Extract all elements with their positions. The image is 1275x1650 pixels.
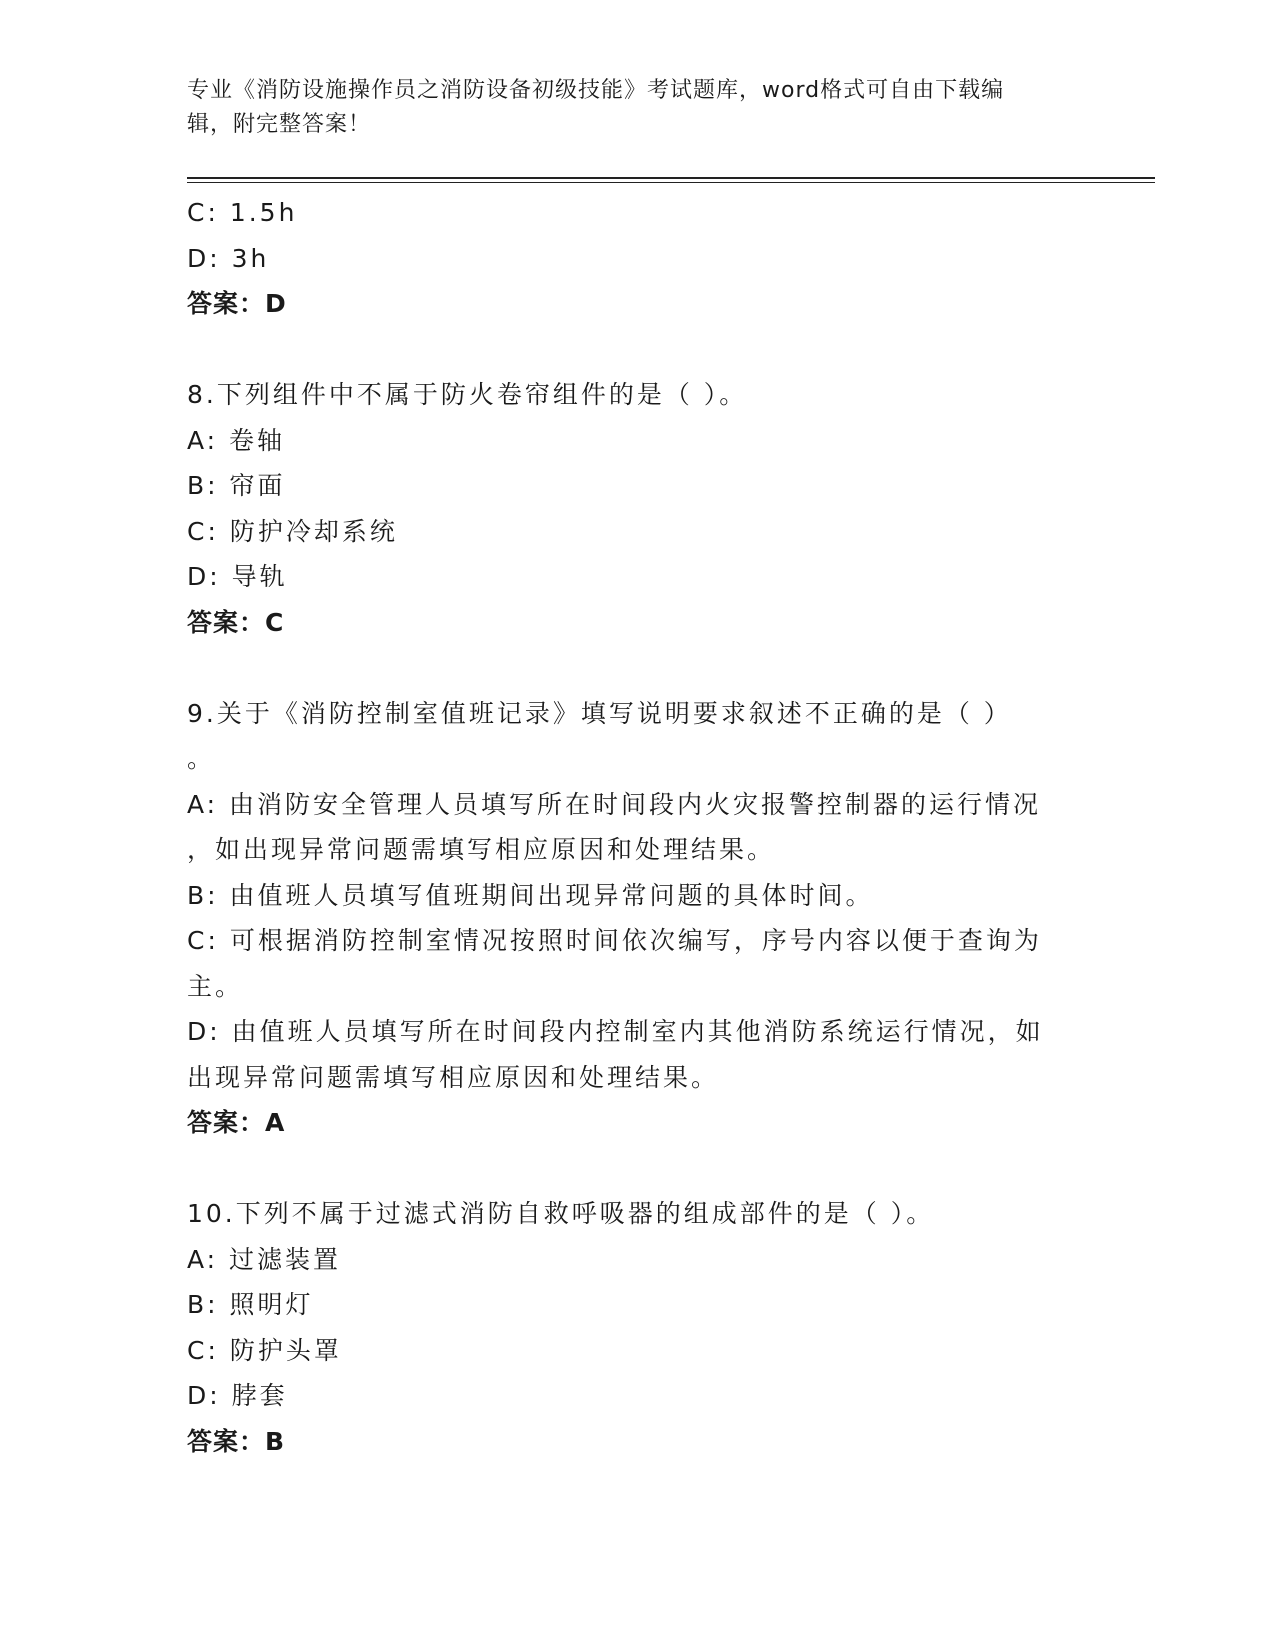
q9-question-line-2: 。 xyxy=(187,744,216,773)
q9-answer: 答案：A xyxy=(187,1108,286,1137)
q10-option-c: C: 防护头罩 xyxy=(187,1335,342,1365)
prev-answer: 答案：D xyxy=(187,289,287,318)
q9-option-d-line-1: D: 由值班人员填写所在时间段内控制室内其他消防系统运行情况，如 xyxy=(187,1017,1044,1046)
q8-option-b: B: 帘面 xyxy=(187,471,286,500)
q8-option-d: D: 导轨 xyxy=(187,562,288,591)
header-divider-thin xyxy=(187,182,1155,183)
q10-option-b: B: 照明灯 xyxy=(187,1290,314,1319)
prev-option-d: D: 3h xyxy=(187,243,270,273)
header-line-2: 辑，附完整答案！ xyxy=(187,112,372,137)
q8-option-c: C: 防护冷却系统 xyxy=(187,516,398,546)
spacer xyxy=(187,645,1087,691)
q8-question: 8.下列组件中不属于防火卷帘组件的是（ ）。 xyxy=(187,380,748,409)
header-line-1: 专业《消防设施操作员之消防设备初级技能》考试题库，word格式可自由下载编 xyxy=(187,78,1005,103)
q10-option-d: D: 脖套 xyxy=(187,1381,288,1410)
spacer xyxy=(187,327,1087,373)
header-divider-thick xyxy=(187,177,1155,179)
q9-option-c-line-1: C: 可根据消防控制室情况按照时间依次编写，序号内容以便于查询为 xyxy=(187,926,1042,955)
q10-question: 10.下列不属于过滤式消防自救呼吸器的组成部件的是（ ）。 xyxy=(187,1199,935,1228)
q9-option-a-line-1: A: 由消防安全管理人员填写所在时间段内火灾报警控制器的运行情况 xyxy=(187,789,1042,819)
q10-answer: 答案：B xyxy=(187,1426,286,1456)
spacer xyxy=(187,1146,1087,1192)
q8-option-a: A: 卷轴 xyxy=(187,425,286,455)
q8-answer: 答案：C xyxy=(187,607,285,637)
q9-option-a-line-2: ，如出现异常问题需填写相应原因和处理结果。 xyxy=(187,835,776,864)
q9-option-d-line-2: 出现异常问题需填写相应原因和处理结果。 xyxy=(187,1062,720,1092)
document-header xyxy=(187,74,1087,142)
prev-option-c: C: 1.5h xyxy=(187,198,298,227)
question-content xyxy=(187,190,1087,1464)
q9-option-b: B: 由值班人员填写值班期间出现异常问题的具体时间。 xyxy=(187,880,874,910)
q9-question-line-1: 9.关于《消防控制室值班记录》填写说明要求叙述不正确的是（ ） xyxy=(187,698,1012,728)
q9-option-c-line-2: 主。 xyxy=(187,971,244,1001)
q10-option-a: A: 过滤装置 xyxy=(187,1244,342,1274)
